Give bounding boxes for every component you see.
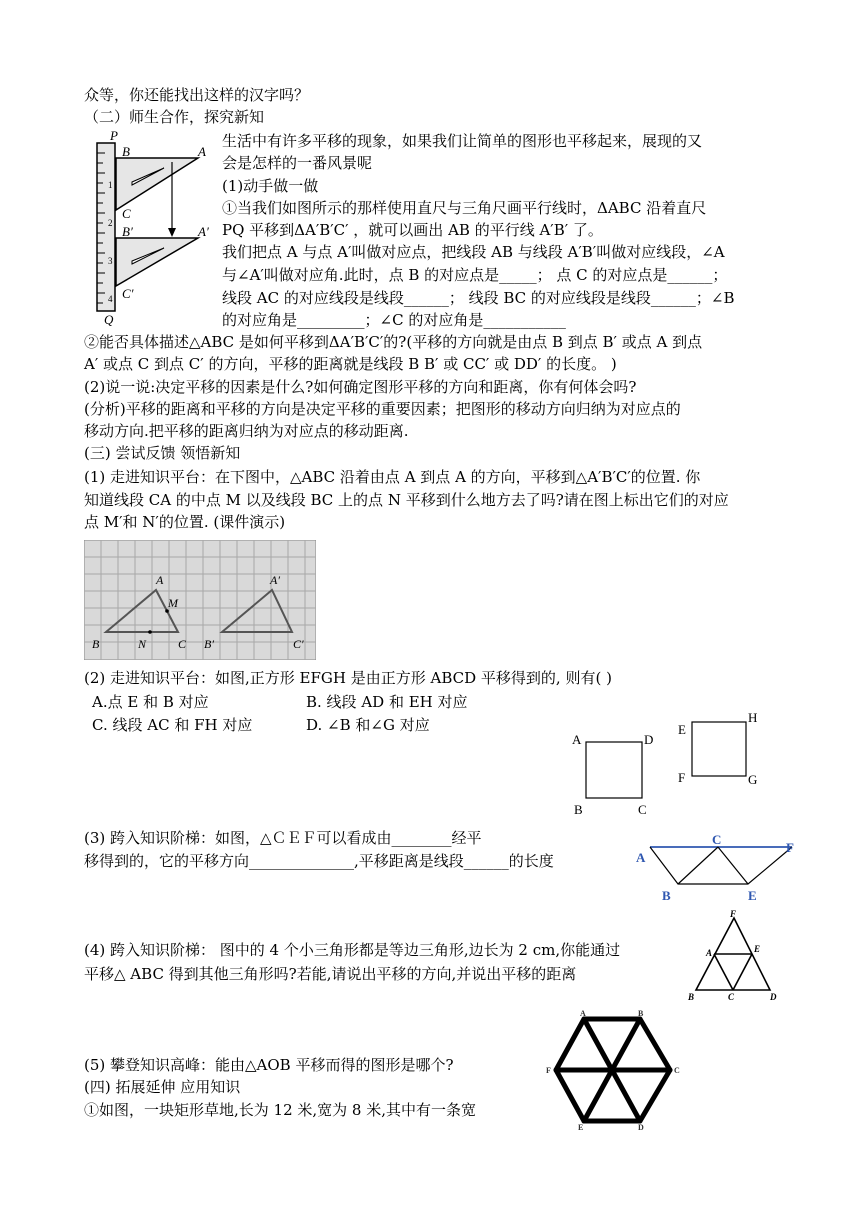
label-b: B	[574, 802, 583, 817]
section-heading: （二）师生合作，探究新知	[84, 108, 265, 126]
label-d: D	[770, 992, 777, 1002]
translation-cef-figure	[632, 830, 802, 906]
label-c: C	[712, 832, 722, 847]
label-b: B	[122, 144, 130, 159]
square-efgh	[692, 722, 746, 776]
label-a: A	[572, 732, 582, 747]
label-b-prime: B′	[122, 224, 133, 239]
label-g: G	[748, 772, 758, 787]
tick-label: 3	[108, 256, 113, 266]
squares-figure	[562, 706, 772, 822]
label-e: E	[578, 1123, 584, 1130]
grid-triangles-figure	[84, 540, 316, 660]
text-line: ①如图，一块矩形草地,长为 12 米,宽为 8 米,其中有一条宽	[84, 1101, 477, 1119]
text-line: 生活中有许多平移的现象，如果我们让简单的图形也平移起来，展现的又	[222, 132, 703, 150]
label-a: A	[706, 948, 713, 958]
label-a: A	[156, 573, 164, 587]
label-a-prime: A′	[198, 224, 209, 239]
label-a: A	[198, 144, 206, 159]
label-q: Q	[104, 312, 114, 327]
label-c: C	[178, 637, 187, 651]
text-line: 的对应角是_________；∠C 的对应角是___________	[222, 311, 566, 329]
text-line: 点 M′和 N′的位置. (课件演示)	[84, 513, 286, 531]
text-line: (3) 跨入知识阶梯：如图，△ＣＥＦ可以看成由________经平	[84, 829, 482, 847]
option-c: C. 线段 AC 和 FH 对应	[92, 716, 253, 734]
text-line: 与∠A′叫做对应角.此时，点 B 的对应点是_____； 点 C 的对应点是______；	[222, 266, 728, 284]
text-line: 知道线段 CA 的中点 M 以及线段 BC 上的点 N 平移到什么地方去了吗?请在图上标出它们的对应	[84, 491, 729, 509]
text-line: (5) 攀登知识高峰：能由△AOB 平移而得的图形是哪个?	[84, 1056, 454, 1074]
text-line: (2) 走进知识平台：如图,正方形 EFGH 是由正方形 ABCD 平移得到的, 则有( )	[84, 669, 612, 687]
section-heading: (三) 尝试反馈 领悟新知	[84, 444, 241, 462]
section-heading: (四) 拓展延伸 应用知识	[84, 1078, 241, 1096]
label-c-prime: C′	[122, 286, 134, 301]
option-d: D. ∠B 和∠G 对应	[306, 716, 430, 734]
text-line: 移得到的，它的平移方向______________,平移距离是线段______的长度	[84, 852, 554, 870]
label-p: P	[110, 128, 118, 143]
option-b: B. 线段 AD 和 EH 对应	[306, 693, 468, 711]
label-f: F	[546, 1066, 551, 1075]
label-a-prime: A′	[270, 573, 280, 587]
label-a: A	[580, 1010, 586, 1018]
label-c-prime: C′	[293, 637, 304, 651]
label-m: M	[168, 596, 178, 610]
label-c: C	[674, 1066, 680, 1075]
equilateral-triangles-figure	[680, 908, 784, 1004]
label-f: F	[786, 840, 794, 855]
hexagon-figure	[542, 1010, 688, 1130]
label-b: B	[662, 888, 671, 903]
text-line: 会是怎样的一番风景呢	[222, 154, 373, 172]
label-d: D	[644, 732, 654, 747]
set-square-lower	[116, 238, 198, 286]
label-f: F	[678, 770, 686, 785]
text-line: 我们把点 A 与点 A′叫做对应点，把线段 AB 与线段 A′B′叫做对应线段，∠A	[222, 243, 725, 261]
label-a: A	[636, 850, 646, 865]
label-e: E	[754, 944, 761, 954]
tick-label: 1	[108, 180, 113, 190]
ruler-triangle-figure	[86, 128, 222, 328]
text-line: 众等，你还能找出这样的汉字吗？	[84, 86, 310, 104]
label-e: E	[678, 722, 686, 737]
text-line: (1) 走进知识平台：在下图中，△ABC 沿着由点 A 到点 A 的方向，平移到△A′B′C′的位置. 你	[84, 468, 701, 486]
text-line: (1)动手做一做	[222, 177, 319, 195]
text-line: ②能否具体描述△ABC 是如何平移到ΔA′B′C′的?(平移的方向就是由点 B 到点 B′ 或点 A 到点	[84, 333, 703, 351]
text-line: (分析)平移的距离和平移的方向是决定平移的重要因素；把图形的移动方向归纳为对应点的	[84, 400, 681, 418]
text-line: A′ 或点 C 到点 C′ 的方向，平移的距离就是线段 B B′ 或 CC′ 或 DD′ 的长度。 )	[84, 355, 617, 373]
label-c: C	[122, 206, 131, 221]
text-line: 线段 AC 的对应线段是线段______； 线段 BC 的对应线段是线段______；∠B	[222, 289, 735, 307]
label-e: E	[748, 888, 757, 903]
label-d: D	[638, 1123, 644, 1130]
tick-label: 4	[108, 294, 113, 304]
tick-label: 2	[108, 218, 113, 228]
text-line: 移动方向.把平移的距离归纳为对应点的移动距离.	[84, 422, 409, 440]
label-n: N	[138, 637, 147, 651]
label-b: B	[688, 992, 695, 1002]
label-b-prime: B′	[204, 637, 214, 651]
label-h: H	[748, 710, 758, 725]
text-line: 平移△ ABC 得到其他三角形吗?若能,请说出平移的方向,并说出平移的距离	[84, 965, 577, 983]
label-f: F	[730, 909, 737, 919]
label-b: B	[638, 1010, 644, 1018]
text-line: PQ 平移到ΔA′B′C′ ，就可以画出 AB 的平行线 A′B′ 了。	[222, 221, 603, 239]
arrow-down-icon	[168, 228, 176, 237]
label-c: C	[728, 992, 735, 1002]
text-line: ①当我们如图所示的那样使用直尺与三角尺画平行线时，ΔABC 沿着直尺	[222, 199, 707, 217]
label-b: B	[92, 637, 100, 651]
text-line: (2)说一说:决定平移的因素是什么?如何确定图形平移的方向和距离，你有何体会吗?	[84, 378, 637, 396]
text-line: (4) 跨入知识阶梯： 图中的 4 个小三角形都是等边三角形,边长为 2 cm,你能通过	[84, 941, 621, 959]
square-abcd	[586, 742, 642, 798]
set-square-upper	[116, 158, 198, 210]
label-c: C	[638, 802, 647, 817]
option-a: A.点 E 和 B 对应	[92, 693, 209, 711]
